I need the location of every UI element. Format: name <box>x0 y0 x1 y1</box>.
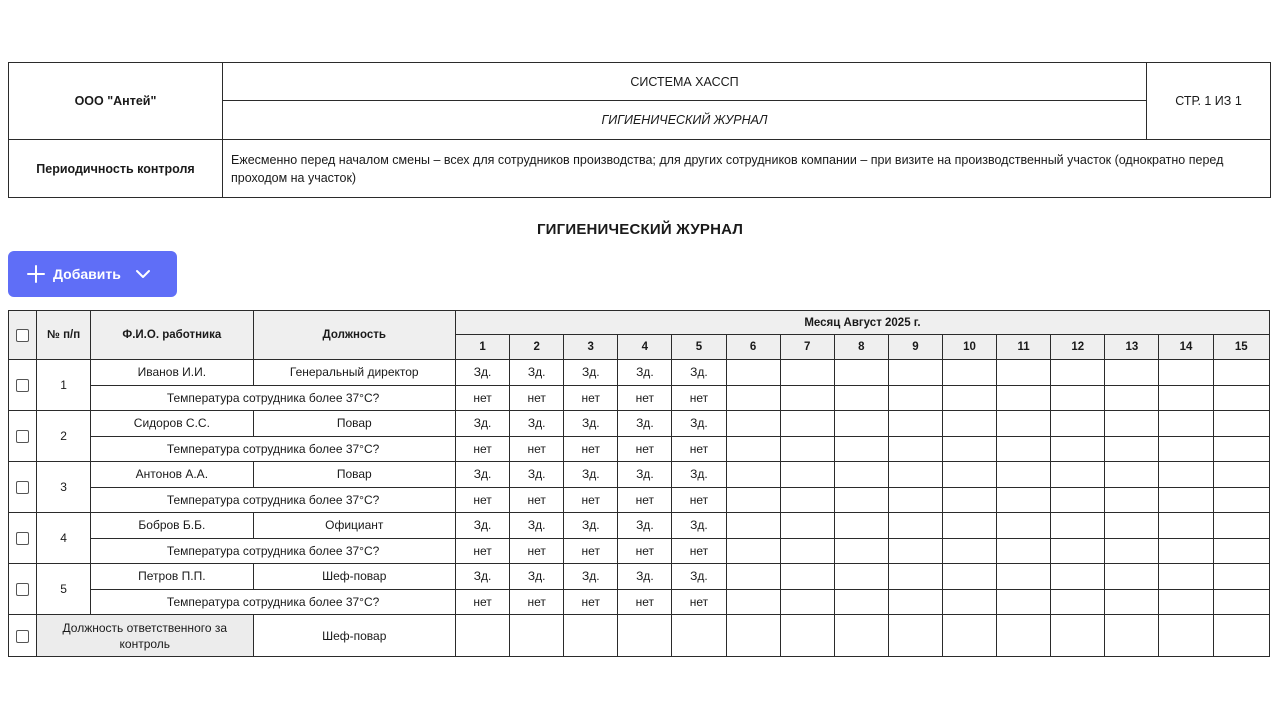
temperature-answer-cell[interactable] <box>834 589 888 615</box>
temperature-answer-cell[interactable] <box>1105 538 1159 564</box>
temperature-answer-cell[interactable] <box>997 538 1051 564</box>
health-status-cell[interactable] <box>726 564 780 590</box>
day-header: 6 <box>726 335 780 360</box>
temperature-answer-cell[interactable]: нет <box>510 385 564 411</box>
row-checkbox[interactable] <box>16 583 29 596</box>
responsible-signature-cell[interactable] <box>564 615 618 657</box>
temperature-answer-cell[interactable]: нет <box>564 487 618 513</box>
responsible-signature-cell[interactable] <box>942 615 996 657</box>
health-status-cell[interactable]: Зд. <box>618 360 672 386</box>
temperature-row <box>9 385 1270 411</box>
day-header: 10 <box>942 335 996 360</box>
chevron-down-icon[interactable] <box>135 266 151 282</box>
temperature-answer-cell[interactable] <box>1051 538 1105 564</box>
responsible-signature-cell[interactable] <box>1159 615 1213 657</box>
health-status-cell[interactable] <box>1159 360 1213 386</box>
row-select-cell <box>9 411 37 462</box>
page-title: ГИГИЕНИЧЕСКИЙ ЖУРНАЛ <box>536 221 744 238</box>
document-header <box>8 62 1271 198</box>
temperature-answer-cell[interactable] <box>997 436 1051 462</box>
temperature-answer-cell[interactable] <box>726 538 780 564</box>
health-status-cell[interactable] <box>942 564 996 590</box>
system-name: СИСТЕМА ХАССП <box>223 63 1147 101</box>
temperature-answer-cell[interactable]: нет <box>510 589 564 615</box>
employee-name[interactable]: Петров П.П. <box>91 564 253 590</box>
health-status-cell[interactable] <box>780 411 834 437</box>
employee-name[interactable]: Сидоров С.С. <box>91 411 253 437</box>
day-header: 1 <box>455 335 509 360</box>
add-button[interactable] <box>8 251 177 297</box>
temperature-answer-cell[interactable] <box>942 538 996 564</box>
month-header: Месяц Август 2025 г. <box>455 311 1269 335</box>
health-status-cell[interactable]: Зд. <box>564 462 618 488</box>
health-status-cell[interactable] <box>834 564 888 590</box>
day-header: 11 <box>997 335 1051 360</box>
health-status-cell[interactable] <box>780 564 834 590</box>
responsible-signature-cell[interactable] <box>1213 615 1269 657</box>
health-status-cell[interactable] <box>888 513 942 539</box>
health-status-cell[interactable] <box>942 360 996 386</box>
health-status-cell[interactable] <box>942 411 996 437</box>
add-button-label: Добавить <box>53 266 121 282</box>
health-status-cell[interactable] <box>1159 462 1213 488</box>
health-status-cell[interactable] <box>1213 564 1269 590</box>
health-status-cell[interactable]: Зд. <box>564 411 618 437</box>
temperature-answer-cell[interactable]: нет <box>672 487 726 513</box>
health-status-cell[interactable]: Зд. <box>564 513 618 539</box>
temperature-answer-cell[interactable] <box>1213 538 1269 564</box>
health-status-cell[interactable]: Зд. <box>510 360 564 386</box>
employee-position[interactable]: Официант <box>253 513 455 539</box>
row-number: 1 <box>37 360 91 411</box>
temperature-answer-cell[interactable]: нет <box>672 589 726 615</box>
column-header-position: Должность <box>253 311 455 360</box>
day-header: 3 <box>564 335 618 360</box>
temperature-answer-cell[interactable] <box>997 589 1051 615</box>
document-subtitle: ГИГИЕНИЧЕСКИЙ ЖУРНАЛ <box>223 101 1147 140</box>
health-status-cell[interactable] <box>1051 462 1105 488</box>
health-status-cell[interactable] <box>888 411 942 437</box>
health-status-cell[interactable] <box>997 360 1051 386</box>
day-header: 12 <box>1051 335 1105 360</box>
health-status-cell[interactable]: Зд. <box>672 513 726 539</box>
temperature-row <box>9 436 1270 462</box>
temperature-answer-cell[interactable]: нет <box>618 538 672 564</box>
responsible-signature-cell[interactable] <box>455 615 509 657</box>
responsible-signature-cell[interactable] <box>780 615 834 657</box>
employee-row <box>9 462 1270 488</box>
temperature-answer-cell[interactable]: нет <box>455 385 509 411</box>
hygiene-journal-table <box>8 310 1270 657</box>
temperature-answer-cell[interactable] <box>1213 589 1269 615</box>
day-header: 13 <box>1105 335 1159 360</box>
temperature-answer-cell[interactable] <box>1159 487 1213 513</box>
health-status-cell[interactable]: Зд. <box>455 360 509 386</box>
row-number: 4 <box>37 513 91 564</box>
row-number: 5 <box>37 564 91 615</box>
health-status-cell[interactable]: Зд. <box>455 564 509 590</box>
health-status-cell[interactable]: Зд. <box>510 564 564 590</box>
temperature-answer-cell[interactable] <box>834 385 888 411</box>
health-status-cell[interactable] <box>942 513 996 539</box>
health-status-cell[interactable]: Зд. <box>672 411 726 437</box>
temperature-answer-cell[interactable]: нет <box>618 436 672 462</box>
health-status-cell[interactable] <box>726 513 780 539</box>
temperature-answer-cell[interactable] <box>834 436 888 462</box>
health-status-cell[interactable] <box>834 462 888 488</box>
employee-position[interactable]: Повар <box>253 411 455 437</box>
temperature-answer-cell[interactable] <box>942 385 996 411</box>
day-header: 4 <box>618 335 672 360</box>
temperature-answer-cell[interactable]: нет <box>672 385 726 411</box>
temperature-answer-cell[interactable]: нет <box>510 436 564 462</box>
temperature-answer-cell[interactable] <box>1051 385 1105 411</box>
temperature-answer-cell[interactable] <box>780 487 834 513</box>
health-status-cell[interactable] <box>1105 564 1159 590</box>
day-header: 8 <box>834 335 888 360</box>
employee-position[interactable]: Генеральный директор <box>253 360 455 386</box>
responsible-signature-cell[interactable] <box>510 615 564 657</box>
health-status-cell[interactable] <box>726 462 780 488</box>
temperature-answer-cell[interactable] <box>1159 538 1213 564</box>
temperature-answer-cell[interactable]: нет <box>510 538 564 564</box>
temperature-answer-cell[interactable] <box>997 487 1051 513</box>
temperature-answer-cell[interactable] <box>1159 385 1213 411</box>
temperature-answer-cell[interactable] <box>726 589 780 615</box>
health-status-cell[interactable] <box>888 462 942 488</box>
temperature-answer-cell[interactable]: нет <box>564 385 618 411</box>
row-checkbox[interactable] <box>16 630 29 643</box>
temperature-answer-cell[interactable] <box>942 436 996 462</box>
health-status-cell[interactable]: Зд. <box>455 462 509 488</box>
health-status-cell[interactable]: Зд. <box>564 360 618 386</box>
health-status-cell[interactable] <box>1105 411 1159 437</box>
health-status-cell[interactable] <box>1213 462 1269 488</box>
health-status-cell[interactable] <box>997 462 1051 488</box>
employee-position[interactable]: Повар <box>253 462 455 488</box>
health-status-cell[interactable] <box>1105 462 1159 488</box>
health-status-cell[interactable] <box>997 513 1051 539</box>
health-status-cell[interactable] <box>997 564 1051 590</box>
temperature-answer-cell[interactable]: нет <box>455 487 509 513</box>
column-header-name: Ф.И.О. работника <box>91 311 253 360</box>
health-status-cell[interactable] <box>1213 411 1269 437</box>
health-status-cell[interactable]: Зд. <box>618 513 672 539</box>
temperature-answer-cell[interactable] <box>780 385 834 411</box>
temperature-answer-cell[interactable] <box>1105 436 1159 462</box>
employee-position[interactable]: Шеф-повар <box>253 564 455 590</box>
temperature-answer-cell[interactable] <box>888 538 942 564</box>
row-checkbox[interactable] <box>16 430 29 443</box>
temperature-answer-cell[interactable] <box>726 436 780 462</box>
temperature-answer-cell[interactable] <box>780 589 834 615</box>
row-select-cell <box>9 462 37 513</box>
health-status-cell[interactable] <box>780 462 834 488</box>
temperature-row <box>9 589 1270 615</box>
temperature-answer-cell[interactable] <box>1213 436 1269 462</box>
health-status-cell[interactable] <box>1105 360 1159 386</box>
health-status-cell[interactable]: Зд. <box>510 513 564 539</box>
health-status-cell[interactable] <box>1051 513 1105 539</box>
responsible-signature-cell[interactable] <box>1105 615 1159 657</box>
temperature-answer-cell[interactable] <box>780 436 834 462</box>
responsible-row <box>9 615 1270 657</box>
temperature-answer-cell[interactable]: нет <box>510 487 564 513</box>
row-number: 2 <box>37 411 91 462</box>
responsible-signature-cell[interactable] <box>618 615 672 657</box>
health-status-cell[interactable] <box>1105 513 1159 539</box>
temperature-answer-cell[interactable] <box>888 487 942 513</box>
health-status-cell[interactable] <box>1159 564 1213 590</box>
health-status-cell[interactable]: Зд. <box>618 411 672 437</box>
health-status-cell[interactable] <box>1051 360 1105 386</box>
responsible-signature-cell[interactable] <box>834 615 888 657</box>
day-header: 14 <box>1159 335 1213 360</box>
health-status-cell[interactable]: Зд. <box>618 564 672 590</box>
temperature-answer-cell[interactable] <box>942 487 996 513</box>
select-all-checkbox[interactable] <box>16 329 29 342</box>
health-status-cell[interactable] <box>834 411 888 437</box>
temperature-question-label: Температура сотрудника более 37°С? <box>91 589 456 615</box>
employee-row <box>9 564 1270 590</box>
health-status-cell[interactable] <box>726 360 780 386</box>
temperature-answer-cell[interactable]: нет <box>455 538 509 564</box>
health-status-cell[interactable]: Зд. <box>564 564 618 590</box>
temperature-answer-cell[interactable]: нет <box>672 538 726 564</box>
day-header: 15 <box>1213 335 1269 360</box>
temperature-answer-cell[interactable]: нет <box>618 487 672 513</box>
responsible-position-value[interactable]: Шеф-повар <box>253 615 455 657</box>
health-status-cell[interactable] <box>1213 513 1269 539</box>
health-status-cell[interactable]: Зд. <box>510 411 564 437</box>
temperature-answer-cell[interactable] <box>888 589 942 615</box>
temperature-row <box>9 538 1270 564</box>
employee-row <box>9 360 1270 386</box>
row-checkbox[interactable] <box>16 532 29 545</box>
temperature-question-label: Температура сотрудника более 37°С? <box>91 436 456 462</box>
temperature-answer-cell[interactable] <box>1213 385 1269 411</box>
temperature-answer-cell[interactable]: нет <box>564 538 618 564</box>
temperature-answer-cell[interactable]: нет <box>618 385 672 411</box>
temperature-answer-cell[interactable] <box>888 436 942 462</box>
temperature-answer-cell[interactable] <box>1105 487 1159 513</box>
temperature-row <box>9 487 1270 513</box>
health-status-cell[interactable]: Зд. <box>672 564 726 590</box>
day-header: 2 <box>510 335 564 360</box>
temperature-answer-cell[interactable] <box>1105 589 1159 615</box>
temperature-question-label: Температура сотрудника более 37°С? <box>91 487 456 513</box>
temperature-answer-cell[interactable] <box>1051 589 1105 615</box>
health-status-cell[interactable]: Зд. <box>455 411 509 437</box>
health-status-cell[interactable] <box>780 513 834 539</box>
employee-name[interactable]: Иванов И.И. <box>91 360 253 386</box>
responsible-signature-cell[interactable] <box>888 615 942 657</box>
temperature-answer-cell[interactable] <box>1051 436 1105 462</box>
health-status-cell[interactable] <box>942 462 996 488</box>
row-select-cell <box>9 360 37 411</box>
control-period-label: Периодичность контроля <box>9 140 223 198</box>
control-period-text: Ежесменно перед началом смены – всех для сотрудников производства; для других сотрудников компании – при визите на производственный участок (однократно перед проходом на участок) <box>223 140 1271 198</box>
column-header-number: № п/п <box>37 311 91 360</box>
health-status-cell[interactable] <box>1051 411 1105 437</box>
row-checkbox[interactable] <box>16 481 29 494</box>
temperature-answer-cell[interactable] <box>1213 487 1269 513</box>
temperature-answer-cell[interactable]: нет <box>672 436 726 462</box>
day-header: 5 <box>672 335 726 360</box>
employee-row <box>9 513 1270 539</box>
company-name: ООО "Антей" <box>9 63 223 140</box>
health-status-cell[interactable]: Зд. <box>455 513 509 539</box>
temperature-answer-cell[interactable] <box>942 589 996 615</box>
day-header: 9 <box>888 335 942 360</box>
responsible-signature-cell[interactable] <box>1051 615 1105 657</box>
row-select-cell <box>9 513 37 564</box>
health-status-cell[interactable] <box>780 360 834 386</box>
responsible-signature-cell[interactable] <box>997 615 1051 657</box>
page-number: СТР. 1 ИЗ 1 <box>1147 63 1271 140</box>
health-status-cell[interactable] <box>726 411 780 437</box>
day-header: 7 <box>780 335 834 360</box>
health-status-cell[interactable]: Зд. <box>672 360 726 386</box>
row-checkbox[interactable] <box>16 379 29 392</box>
temperature-answer-cell[interactable]: нет <box>618 589 672 615</box>
row-select-cell <box>9 564 37 615</box>
employee-name[interactable]: Бобров Б.Б. <box>91 513 253 539</box>
health-status-cell[interactable] <box>1159 411 1213 437</box>
health-status-cell[interactable]: Зд. <box>672 462 726 488</box>
health-status-cell[interactable] <box>1051 564 1105 590</box>
temperature-answer-cell[interactable] <box>780 538 834 564</box>
health-status-cell[interactable] <box>888 360 942 386</box>
responsible-position-label: Должность ответственного за контроль <box>37 615 253 657</box>
select-all-cell <box>9 311 37 360</box>
temperature-answer-cell[interactable] <box>997 385 1051 411</box>
temperature-question-label: Температура сотрудника более 37°С? <box>91 538 456 564</box>
health-status-cell[interactable] <box>1159 513 1213 539</box>
employee-row <box>9 411 1270 437</box>
temperature-answer-cell[interactable] <box>726 487 780 513</box>
health-status-cell[interactable]: Зд. <box>510 462 564 488</box>
health-status-cell[interactable] <box>1213 360 1269 386</box>
temperature-answer-cell[interactable]: нет <box>564 589 618 615</box>
responsible-signature-cell[interactable] <box>726 615 780 657</box>
employee-name[interactable]: Антонов А.А. <box>91 462 253 488</box>
health-status-cell[interactable]: Зд. <box>618 462 672 488</box>
health-status-cell[interactable] <box>997 411 1051 437</box>
health-status-cell[interactable] <box>834 513 888 539</box>
temperature-answer-cell[interactable] <box>1105 385 1159 411</box>
temperature-answer-cell[interactable] <box>888 385 942 411</box>
temperature-answer-cell[interactable] <box>1159 589 1213 615</box>
health-status-cell[interactable] <box>834 360 888 386</box>
plus-icon <box>27 265 45 283</box>
row-select-cell <box>9 615 37 657</box>
temperature-answer-cell[interactable] <box>1051 487 1105 513</box>
responsible-signature-cell[interactable] <box>672 615 726 657</box>
health-status-cell[interactable] <box>888 564 942 590</box>
temperature-answer-cell[interactable] <box>726 385 780 411</box>
temperature-answer-cell[interactable]: нет <box>455 589 509 615</box>
temperature-answer-cell[interactable] <box>1159 436 1213 462</box>
row-number: 3 <box>37 462 91 513</box>
temperature-answer-cell[interactable]: нет <box>564 436 618 462</box>
temperature-answer-cell[interactable] <box>834 538 888 564</box>
temperature-answer-cell[interactable]: нет <box>455 436 509 462</box>
temperature-answer-cell[interactable] <box>834 487 888 513</box>
temperature-question-label: Температура сотрудника более 37°С? <box>91 385 456 411</box>
